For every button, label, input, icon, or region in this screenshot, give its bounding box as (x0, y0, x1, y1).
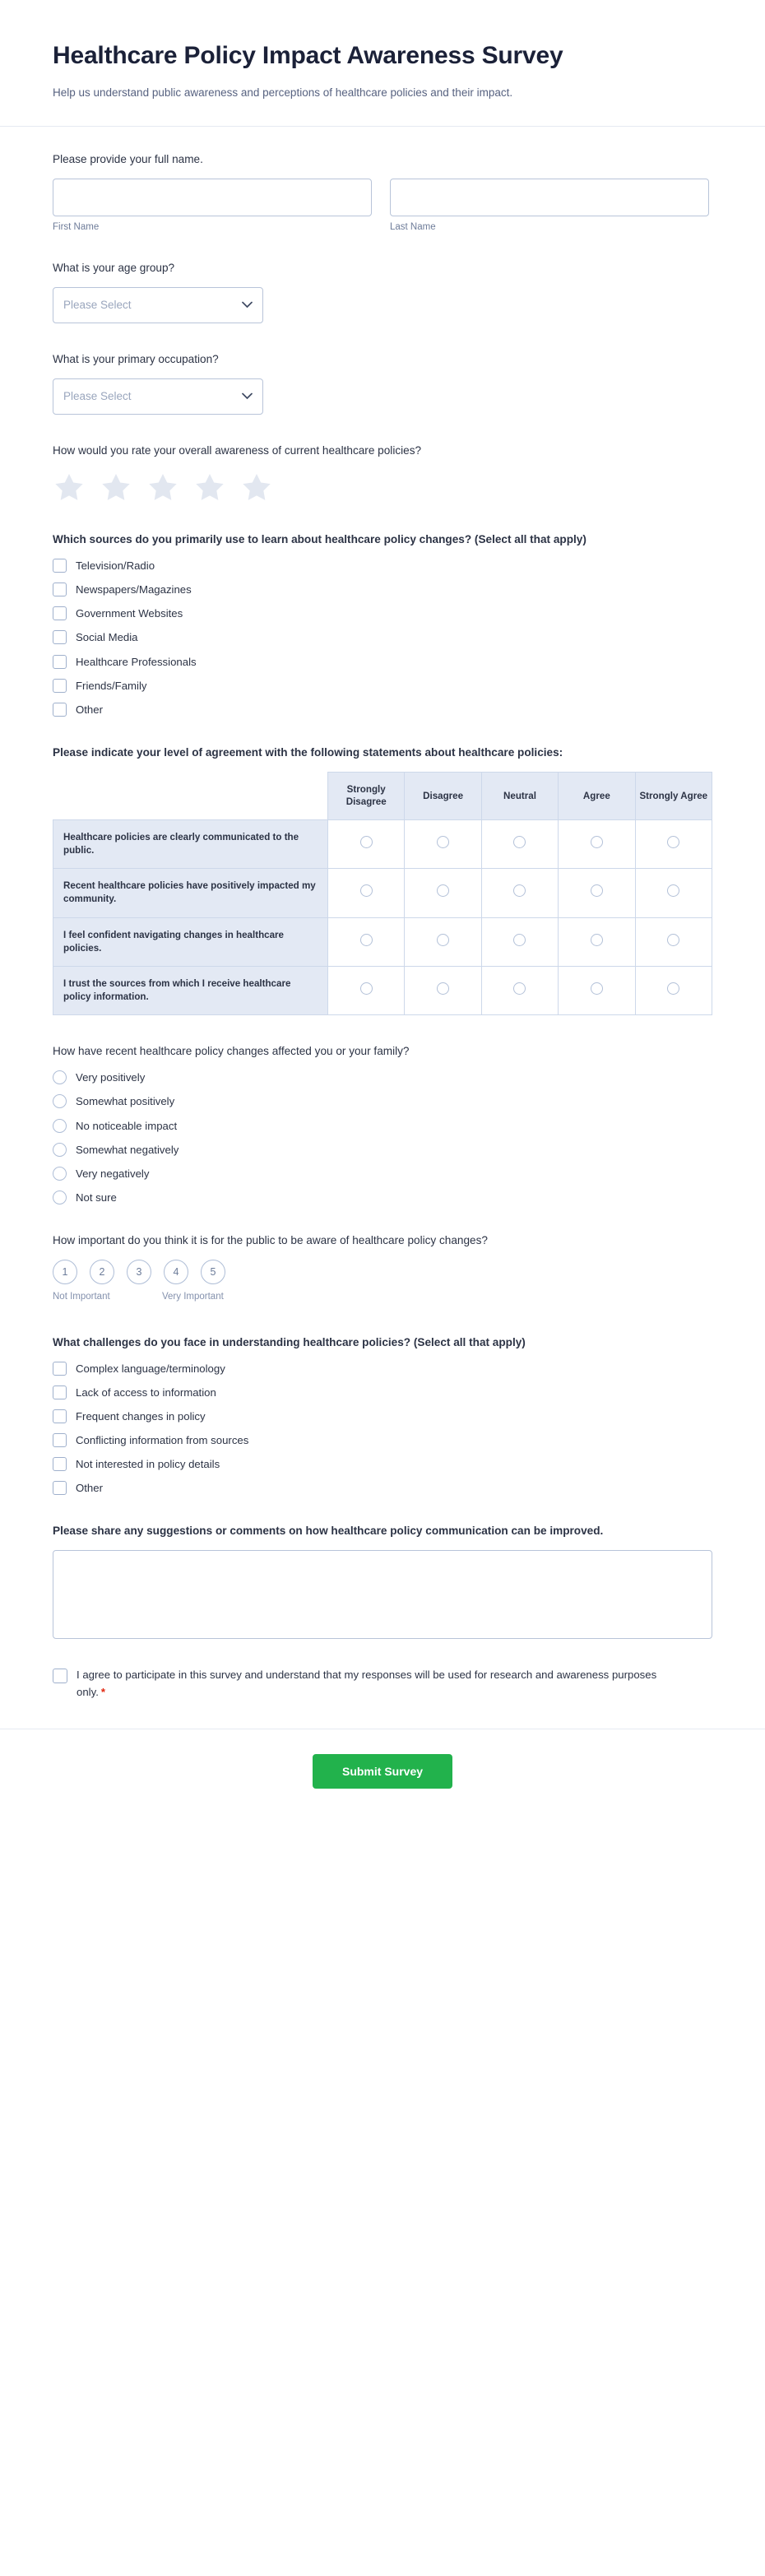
matrix-row (53, 967, 712, 1015)
challenge-option-label: Other (76, 1482, 103, 1495)
challenge-checkbox[interactable] (53, 1385, 67, 1399)
name-row (53, 179, 712, 232)
last-name-input[interactable] (390, 179, 709, 216)
question-label-age-group: What is your age group? (53, 262, 175, 275)
challenge-checkbox[interactable] (53, 1409, 67, 1423)
effect-radio[interactable] (53, 1094, 67, 1108)
matrix-radio[interactable] (360, 934, 373, 946)
challenge-option-label: Frequent changes in policy (76, 1409, 206, 1423)
challenges-checkbox-group (53, 1362, 712, 1496)
matrix-cell[interactable] (328, 819, 405, 868)
matrix-radio[interactable] (513, 836, 526, 848)
question-policy-effect (53, 1043, 712, 1204)
challenge-option-label: Not interested in policy details (76, 1458, 220, 1471)
question-consent (53, 1667, 712, 1701)
matrix-radio[interactable] (667, 836, 679, 848)
source-option-label: Government Websites (76, 607, 183, 620)
scale-option-2[interactable]: 2 (90, 1260, 114, 1284)
star-icon[interactable] (100, 471, 132, 504)
matrix-radio[interactable] (513, 884, 526, 897)
matrix-cell[interactable] (481, 967, 558, 1015)
effect-option[interactable] (53, 1191, 712, 1204)
source-option-label: Television/Radio (76, 559, 155, 572)
scale-option-4[interactable]: 4 (164, 1260, 188, 1284)
question-full-name (53, 151, 712, 232)
challenge-option[interactable] (53, 1385, 712, 1399)
matrix-cell[interactable] (481, 819, 558, 868)
source-checkbox[interactable] (53, 679, 67, 693)
question-label-agreement-matrix: Please indicate your level of agreement with the following statements about healthcare policies: (53, 746, 563, 759)
matrix-cell[interactable] (559, 917, 635, 966)
matrix-cell[interactable] (328, 917, 405, 966)
source-option-label: Other (76, 703, 103, 716)
question-label-occupation: What is your primary occupation? (53, 352, 219, 365)
matrix-cell[interactable] (328, 869, 405, 917)
star-icon[interactable] (240, 471, 273, 504)
matrix-radio[interactable] (360, 982, 373, 995)
challenge-option[interactable] (53, 1481, 712, 1495)
policy-effect-radio-group (53, 1070, 712, 1204)
matrix-radio[interactable] (667, 934, 679, 946)
effect-radio[interactable] (53, 1191, 67, 1204)
comments-textarea[interactable] (53, 1550, 712, 1639)
matrix-cell[interactable] (405, 917, 481, 966)
question-label-challenges: What challenges do you face in understanding healthcare policies? (Select all that apply) (53, 1335, 526, 1348)
star-icon[interactable] (53, 471, 86, 504)
source-option[interactable] (53, 703, 712, 717)
source-option-label: Healthcare Professionals (76, 655, 197, 668)
effect-option[interactable] (53, 1070, 712, 1084)
submit-survey-button[interactable]: Submit Survey (313, 1754, 452, 1789)
star-icon[interactable] (193, 471, 226, 504)
source-option[interactable] (53, 655, 712, 669)
matrix-cell[interactable] (635, 967, 712, 1015)
matrix-cell[interactable] (481, 917, 558, 966)
challenge-checkbox[interactable] (53, 1362, 67, 1376)
source-option[interactable] (53, 679, 712, 693)
question-label-awareness-rating: How would you rate your overall awareness of current healthcare policies? (53, 443, 422, 457)
consent-text: I agree to participate in this survey and understand that my responses will be used for research and awareness purposes only. (76, 1669, 657, 1698)
importance-scale-group (53, 1260, 712, 1284)
source-option-label: Newspapers/Magazines (76, 583, 192, 596)
matrix-statement-label: Recent healthcare policies have positively impacted my community. (53, 869, 328, 917)
question-label-policy-effect: How have recent healthcare policy changes affected you or your family? (53, 1045, 410, 1058)
matrix-radio[interactable] (591, 884, 603, 897)
matrix-cell[interactable] (635, 869, 712, 917)
effect-option-label: No noticeable impact (76, 1119, 178, 1132)
matrix-corner-cell (53, 772, 328, 819)
question-label-sources: Which sources do you primarily use to learn about healthcare policy changes? (Select all that apply) (53, 533, 586, 546)
matrix-radio[interactable] (513, 934, 526, 946)
challenge-option[interactable] (53, 1362, 712, 1376)
question-awareness-rating (53, 443, 712, 504)
effect-option[interactable] (53, 1167, 712, 1181)
challenge-checkbox[interactable] (53, 1457, 67, 1471)
matrix-radio[interactable] (591, 982, 603, 995)
matrix-column-header: Agree (559, 772, 635, 819)
source-checkbox[interactable] (53, 703, 67, 717)
question-label-importance-scale: How important do you think it is for the public to be aware of healthcare policy changes? (53, 1234, 488, 1247)
matrix-cell[interactable] (405, 869, 481, 917)
matrix-cell[interactable] (559, 869, 635, 917)
challenge-option[interactable] (53, 1409, 712, 1423)
effect-option-label: Somewhat negatively (76, 1143, 179, 1156)
form-body (0, 127, 765, 1701)
age-group-select-wrap[interactable] (53, 287, 263, 323)
matrix-cell[interactable] (635, 819, 712, 868)
source-checkbox[interactable] (53, 655, 67, 669)
matrix-column-header: Neutral (481, 772, 558, 819)
matrix-row (53, 917, 712, 966)
scale-label-low: Not Important (53, 1291, 110, 1302)
question-challenges (53, 1334, 712, 1496)
source-option[interactable] (53, 583, 712, 596)
source-option-label: Social Media (76, 631, 138, 644)
age-group-select[interactable]: Please Select (53, 287, 263, 323)
occupation-select-wrap[interactable] (53, 378, 263, 415)
consent-row[interactable] (53, 1667, 712, 1701)
occupation-select[interactable]: Please Select (53, 378, 263, 415)
matrix-statement-label: I feel confident navigating changes in healthcare policies. (53, 917, 328, 966)
scale-endpoint-labels (53, 1292, 275, 1307)
star-rating-group[interactable] (53, 469, 712, 504)
source-option[interactable] (53, 630, 712, 644)
scale-option-3[interactable]: 3 (127, 1260, 151, 1284)
source-option-label: Friends/Family (76, 679, 147, 692)
source-option[interactable] (53, 606, 712, 620)
consent-checkbox[interactable] (53, 1669, 67, 1683)
effect-option-label: Somewhat positively (76, 1095, 175, 1108)
challenge-option[interactable] (53, 1433, 712, 1447)
challenge-option-label: Lack of access to information (76, 1385, 216, 1399)
source-checkbox[interactable] (53, 559, 67, 573)
page-title: Healthcare Policy Impact Awareness Survey (53, 42, 563, 69)
matrix-radio[interactable] (437, 934, 449, 946)
challenge-checkbox[interactable] (53, 1433, 67, 1447)
source-checkbox[interactable] (53, 630, 67, 644)
question-occupation (53, 351, 712, 415)
matrix-radio[interactable] (437, 982, 449, 995)
first-name-input[interactable] (53, 179, 372, 216)
effect-radio[interactable] (53, 1143, 67, 1157)
question-age-group (53, 260, 712, 323)
matrix-cell[interactable] (405, 819, 481, 868)
form-header (0, 0, 765, 126)
agreement-matrix-table (53, 772, 712, 1016)
matrix-column-header: Strongly Disagree (328, 772, 405, 819)
matrix-radio[interactable] (667, 982, 679, 995)
question-label-full-name: Please provide your full name. (53, 153, 203, 166)
matrix-column-header: Strongly Agree (635, 772, 712, 819)
sources-checkbox-group (53, 559, 712, 717)
scale-option-5[interactable]: 5 (201, 1260, 225, 1284)
matrix-cell[interactable] (405, 967, 481, 1015)
scale-label-high: Very Important (162, 1291, 224, 1302)
source-checkbox[interactable] (53, 583, 67, 596)
question-importance-scale (53, 1232, 712, 1307)
required-asterisk: * (100, 1685, 106, 1698)
matrix-row (53, 869, 712, 917)
effect-option-label: Very negatively (76, 1167, 150, 1180)
matrix-statement-label: I trust the sources from which I receive healthcare policy information. (53, 967, 328, 1015)
matrix-header-row (53, 772, 712, 819)
challenge-option[interactable] (53, 1457, 712, 1471)
star-icon[interactable] (146, 471, 179, 504)
question-agreement-matrix (53, 745, 712, 1015)
matrix-row (53, 819, 712, 868)
effect-option[interactable] (53, 1119, 712, 1133)
matrix-radio[interactable] (591, 934, 603, 946)
matrix-cell[interactable] (635, 917, 712, 966)
question-comments (53, 1523, 712, 1639)
effect-option-label: Not sure (76, 1191, 117, 1204)
challenge-checkbox[interactable] (53, 1481, 67, 1495)
question-label-comments: Please share any suggestions or comments on how healthcare policy communication can be improved. (53, 1525, 604, 1538)
effect-option[interactable] (53, 1143, 712, 1157)
matrix-radio[interactable] (591, 836, 603, 848)
effect-option-label: Very positively (76, 1071, 146, 1084)
source-option[interactable] (53, 559, 712, 573)
form-subtitle: Help us understand public awareness and perceptions of healthcare policies and their impact. (53, 86, 513, 99)
matrix-radio[interactable] (360, 836, 373, 848)
matrix-column-header: Disagree (405, 772, 481, 819)
challenge-option-label: Conflicting information from sources (76, 1434, 249, 1446)
challenge-option-label: Complex language/terminology (76, 1362, 225, 1375)
consent-label (76, 1667, 669, 1701)
matrix-radio[interactable] (667, 884, 679, 897)
scale-option-1[interactable]: 1 (53, 1260, 77, 1284)
first-name-sublabel: First Name (53, 222, 100, 233)
matrix-radio[interactable] (437, 884, 449, 897)
matrix-cell[interactable] (481, 869, 558, 917)
effect-radio[interactable] (53, 1119, 67, 1133)
matrix-cell[interactable] (559, 967, 635, 1015)
matrix-radio[interactable] (437, 836, 449, 848)
matrix-radio[interactable] (513, 982, 526, 995)
first-name-group (53, 179, 372, 232)
matrix-cell[interactable] (559, 819, 635, 868)
last-name-group (390, 179, 709, 232)
effect-radio[interactable] (53, 1070, 67, 1084)
form-footer (0, 1729, 765, 1822)
source-checkbox[interactable] (53, 606, 67, 620)
matrix-radio[interactable] (360, 884, 373, 897)
question-sources (53, 531, 712, 717)
matrix-cell[interactable] (328, 967, 405, 1015)
effect-radio[interactable] (53, 1167, 67, 1181)
matrix-statement-label: Healthcare policies are clearly communicated to the public. (53, 819, 328, 868)
effect-option[interactable] (53, 1094, 712, 1108)
last-name-sublabel: Last Name (390, 222, 436, 233)
